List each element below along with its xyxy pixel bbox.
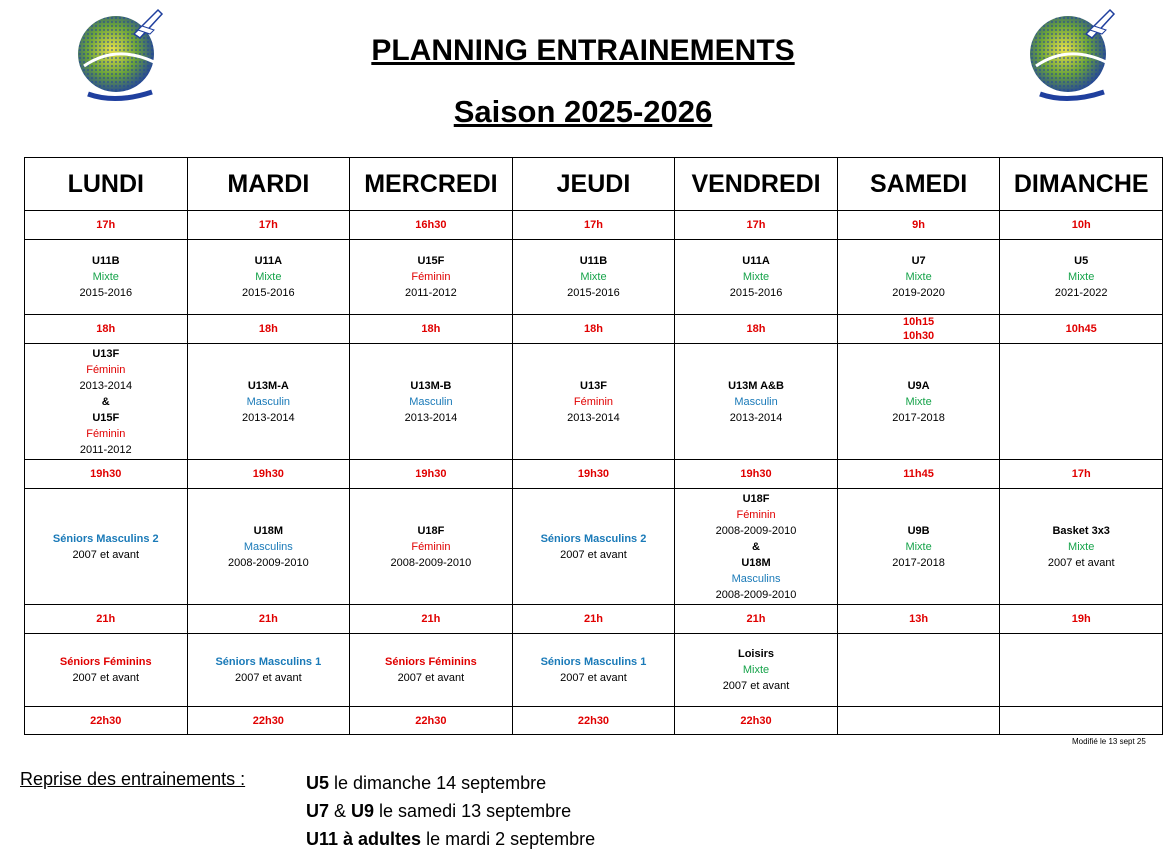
slot-row [25,489,1163,605]
time-cell: 22h30 [25,707,188,735]
time-cell: 13h [837,605,1000,634]
slot-cell-empty [1000,344,1163,460]
time-cell: 19h [1000,605,1163,634]
time-cell: 17h [187,211,350,240]
slot-cell-empty [837,634,1000,707]
reprise-line: U5 le dimanche 14 septembre [306,773,547,793]
day-header: SAMEDI [837,158,1000,211]
slot-cell: U11B Mixte 2015-2016 [25,240,188,315]
slot-cell: U13M A&B Masculin 2013-2014 [675,344,838,460]
slot-row [25,240,1163,315]
slot-cell: U9A Mixte 2017-2018 [837,344,1000,460]
time-cell [1000,707,1163,735]
slot-cell: Séniors Masculins 1 2007 et avant [187,634,350,707]
reprise-label: Reprise des entrainements : [20,769,246,789]
time-cell: 21h [350,605,513,634]
day-header: LUNDI [25,158,188,211]
page-title: PLANNING ENTRAINEMENTS [371,34,795,67]
season-title: Saison 2025-2026 [453,94,713,129]
slot-cell: U18F Féminin 2008-2009-2010 & U18M Masculins 2008-2009-2010 [675,489,838,605]
slot-cell: Séniors Féminins 2007 et avant [25,634,188,707]
slot-cell: U7 Mixte 2019-2020 [837,240,1000,315]
time-cell: 10h [1000,211,1163,240]
time-cell: 22h30 [350,707,513,735]
slot-cell: Séniors Masculins 2 2007 et avant [25,489,188,605]
time-cell: 19h30 [675,460,838,489]
time-cell: 18h [187,315,350,344]
time-cell: 19h30 [350,460,513,489]
time-cell: 10h45 [1000,315,1163,344]
slot-cell: U13F Féminin 2013-2014 & U15F Féminin 2011-2012 [25,344,188,460]
schedule-table [24,157,1163,735]
time-cell: 16h30 [350,211,513,240]
time-cell: 18h [512,315,675,344]
time-cell [837,707,1000,735]
slot-cell: U18F Féminin 2008-2009-2010 [350,489,513,605]
time-cell: 21h [25,605,188,634]
slot-cell: Séniors Masculins 1 2007 et avant [512,634,675,707]
time-cell: 10h15 10h30 [837,315,1000,344]
time-cell: 21h [675,605,838,634]
slot-cell: U13F Féminin 2013-2014 [512,344,675,460]
slot-cell: Basket 3x3 Mixte 2007 et avant [1000,489,1163,605]
slot-cell: U13M-B Masculin 2013-2014 [350,344,513,460]
time-cell: 21h [187,605,350,634]
time-row [25,211,1163,240]
slot-cell: U18M Masculins 2008-2009-2010 [187,489,350,605]
time-cell: 22h30 [675,707,838,735]
time-cell: 18h [25,315,188,344]
time-cell: 19h30 [512,460,675,489]
time-row [25,315,1163,344]
time-cell: 21h [512,605,675,634]
slot-cell: U9B Mixte 2017-2018 [837,489,1000,605]
slot-cell: Séniors Masculins 2 2007 et avant [512,489,675,605]
day-header-row [25,158,1163,211]
slot-cell: Séniors Féminins 2007 et avant [350,634,513,707]
day-header: DIMANCHE [1000,158,1163,211]
day-header: VENDREDI [675,158,838,211]
time-cell: 11h45 [837,460,1000,489]
time-cell: 17h [675,211,838,240]
reprise-line: U11 à adultes le mardi 2 septembre [306,829,596,849]
time-cell: 17h [25,211,188,240]
slot-row [25,634,1163,707]
time-cell: 19h30 [25,460,188,489]
slot-cell: U15F Féminin 2011-2012 [350,240,513,315]
time-cell: 17h [512,211,675,240]
time-row [25,605,1163,634]
slot-cell: U11A Mixte 2015-2016 [675,240,838,315]
slot-cell-empty [1000,634,1163,707]
modified-note: Modifié le 13 sept 25 [1072,737,1146,746]
day-header: MARDI [187,158,350,211]
day-header: JEUDI [512,158,675,211]
time-cell: 19h30 [187,460,350,489]
time-cell: 18h [675,315,838,344]
slot-cell: U13M-A Masculin 2013-2014 [187,344,350,460]
time-cell: 18h [350,315,513,344]
time-cell: 17h [1000,460,1163,489]
slot-cell: U11A Mixte 2015-2016 [187,240,350,315]
time-cell: 22h30 [187,707,350,735]
slot-cell: U11B Mixte 2015-2016 [512,240,675,315]
time-row [25,460,1163,489]
time-cell: 22h30 [512,707,675,735]
day-header: MERCREDI [350,158,513,211]
reprise-lines [306,769,595,853]
reprise-line: U7 & U9 le samedi 13 septembre [306,801,572,821]
time-cell: 9h [837,211,1000,240]
slot-row [25,344,1163,460]
slot-cell: Loisirs Mixte 2007 et avant [675,634,838,707]
slot-cell: U5 Mixte 2021-2022 [1000,240,1163,315]
time-row [25,707,1163,735]
